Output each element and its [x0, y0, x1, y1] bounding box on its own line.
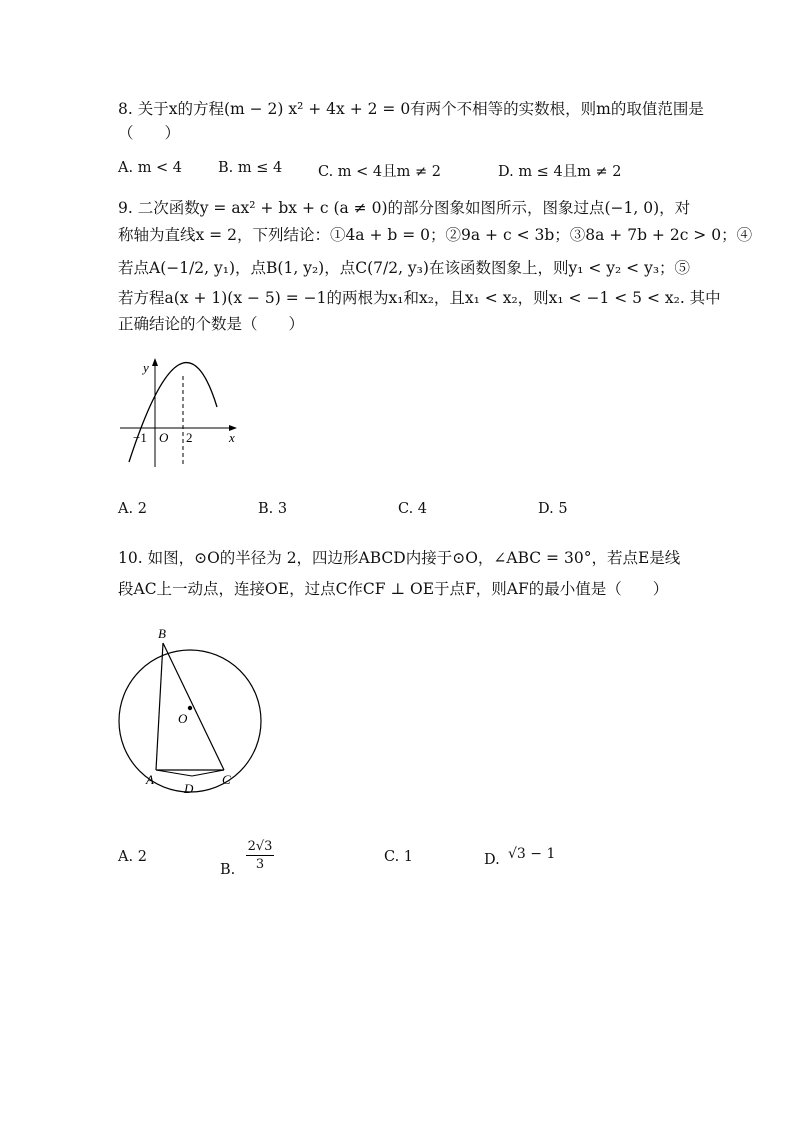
label-origin: O: [159, 430, 169, 445]
label-c: C: [222, 772, 231, 787]
q8-option-d[interactable]: D. m ≤ 4且m ≠ 2: [498, 164, 622, 180]
q10-circle-figure: [112, 622, 272, 802]
center-dot: [188, 706, 192, 710]
label-o: O: [178, 711, 188, 726]
q8-option-c[interactable]: C. m < 4且m ≠ 2: [318, 164, 441, 180]
q8-stem-line1: 8. 关于x的方程(m − 2) x² + 4x + 2 = 0有两个不相等的实数根，则m的取值范围是: [118, 100, 704, 118]
q10-option-d-prefix: D.: [484, 852, 500, 868]
parabola-curve: [129, 363, 217, 462]
segment-bc: [163, 643, 224, 770]
q9-stem-line1: 9. 二次函数y = ax² + bx + c (a ≠ 0)的部分图象如图所示，图象过点(−1, 0)，对: [118, 199, 691, 217]
label-two: 2: [186, 430, 193, 445]
q8-option-b[interactable]: B. m ≤ 4: [218, 160, 283, 176]
label-a: A: [146, 772, 154, 787]
q9-stem-line5: 正确结论的个数是（ ）: [118, 315, 305, 333]
circle-o: [119, 650, 261, 792]
q10-stem-line1: 10. 如图，⊙O的半径为 2，四边形ABCD内接于⊙O，∠ABC = 30°，若点E是线: [118, 549, 681, 567]
q9-stem-line3: 若点A(−1/2, y₁)，点B(1, y₂)，点C(7/2, y₃)在该函数图象上，则y₁ < y₂ < y₃；⑤: [118, 259, 691, 277]
fraction-numerator: 2√3: [247, 839, 273, 854]
label-d: D: [184, 781, 194, 796]
q8-stem-line2: （ ）: [118, 124, 181, 142]
q9-option-d[interactable]: D. 5: [538, 501, 568, 517]
q9-stem-line4: 若方程a(x + 1)(x − 5) = −1的两根为x₁和x₂，且x₁ < x₂，则x₁ < −1 < 5 < x₂. 其中: [118, 289, 721, 307]
q10-stem-line2: 段AC上一动点，连接OE，过点C作CF ⊥ OE于点F，则AF的最小值是（ ）: [118, 580, 669, 598]
q8-option-a[interactable]: A. m < 4: [118, 160, 183, 176]
fraction-denominator: 3: [255, 857, 265, 872]
q9-option-c[interactable]: C. 4: [398, 501, 428, 517]
q9-option-a[interactable]: A. 2: [118, 501, 147, 517]
q9-stem-line2: 称轴为直线x = 2，下列结论：①4a + b = 0；②9a + c < 3b；③8a + 7b + 2c > 0；④: [118, 226, 753, 244]
y-axis-label: y: [143, 360, 149, 375]
q10-option-b-fraction: [246, 838, 274, 873]
q10-option-b-prefix: B.: [220, 862, 236, 878]
segment-ba: [156, 643, 163, 770]
label-b: B: [158, 626, 166, 641]
segment-dc: [192, 770, 224, 776]
q10-option-c[interactable]: C. 1: [384, 849, 414, 865]
x-axis-label: x: [229, 430, 235, 445]
y-axis-arrow-icon: [152, 358, 158, 366]
label-neg1: −1: [133, 430, 147, 445]
q9-option-b[interactable]: B. 3: [258, 501, 288, 517]
segment-ad: [156, 770, 192, 776]
q10-option-a[interactable]: A. 2: [118, 849, 147, 865]
q10-option-d-value: √3 − 1: [508, 846, 556, 862]
q9-parabola-graph: [115, 352, 250, 472]
